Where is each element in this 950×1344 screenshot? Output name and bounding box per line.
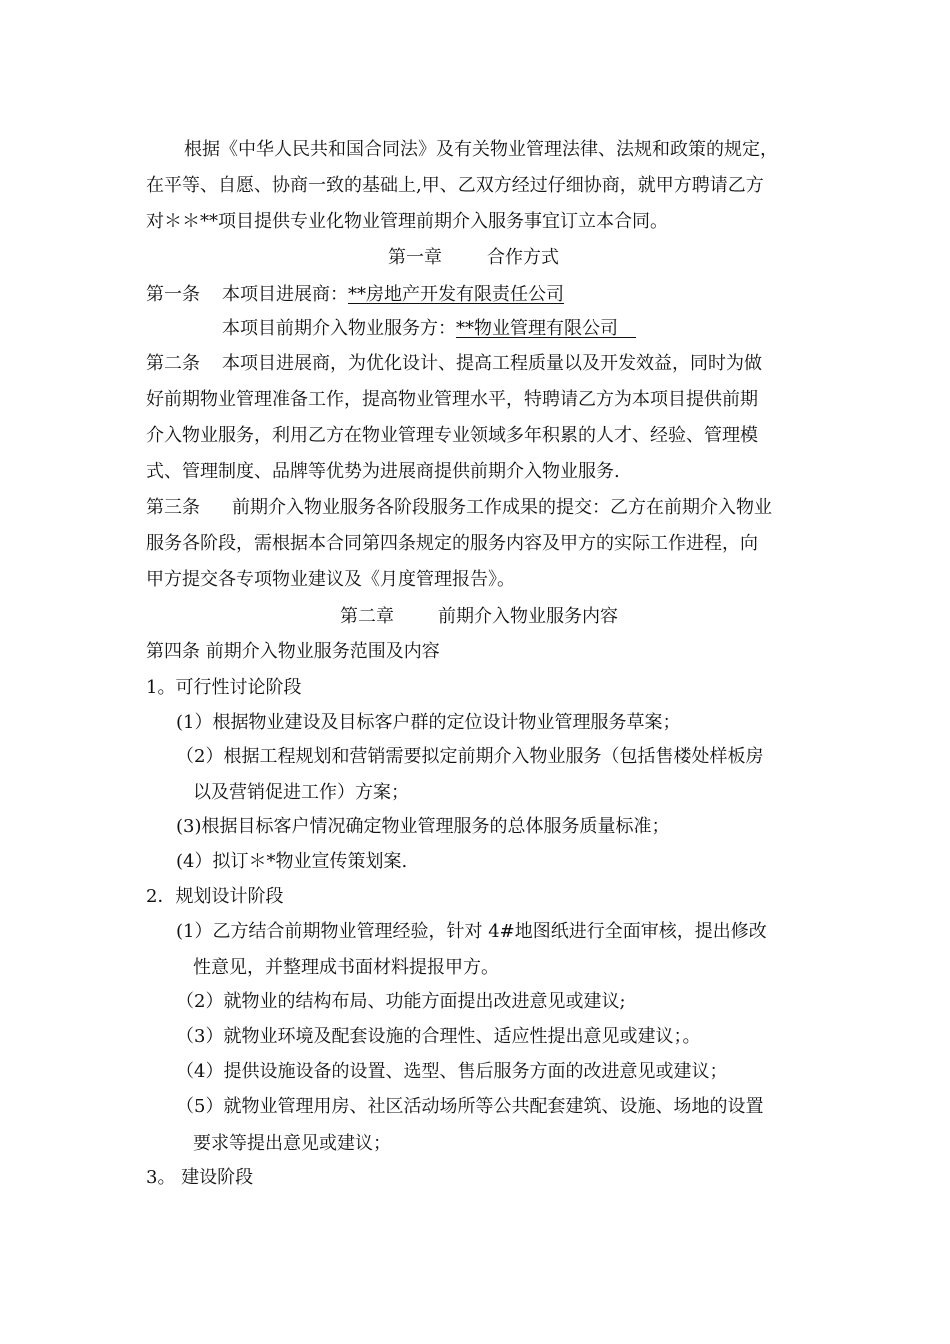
article-2-label: 第二条 bbox=[146, 353, 200, 374]
provider-name: **物业管理有限公司 bbox=[456, 318, 636, 339]
intro-line-3: 对＊＊**项目提供专业化物业管理前期介入服务事宜订立本合同。 bbox=[146, 211, 668, 232]
stage-2-item-1-line-2: 性意见，并整理成书面材料提报甲方。 bbox=[193, 957, 499, 978]
article-2-line-4: 式、管理制度、品牌等优势为进展商提供前期介入物业服务. bbox=[146, 461, 620, 482]
article-2-line-1: 本项目进展商，为优化设计、提高工程质量以及开发效益，同时为做 bbox=[222, 353, 762, 374]
developer-name: **房地产开发有限责任公司 bbox=[348, 284, 564, 305]
chapter-2-title: 前期介入物业服务内容 bbox=[438, 606, 618, 627]
stage-2-title: 2．规划设计阶段 bbox=[146, 886, 284, 907]
chapter-2-number: 第二章 bbox=[340, 606, 394, 627]
article-3-line-3: 甲方提交各专项物业建议及《月度管理报告》。 bbox=[146, 569, 515, 590]
developer-prefix: 本项目进展商： bbox=[222, 284, 348, 305]
stage-1-item-3: (3)根据目标客户情况确定物业管理服务的总体服务质量标准； bbox=[176, 816, 670, 837]
intro-line-2: 在平等、自愿、协商一致的基础上,甲、乙双方经过仔细协商，就甲方聘请乙方 bbox=[146, 175, 764, 196]
stage-2-item-1-line-1: (1）乙方结合前期物业管理经验，针对 4#地图纸进行全面审核，提出修改 bbox=[176, 921, 767, 942]
provider-prefix: 本项目前期介入物业服务方： bbox=[222, 318, 456, 339]
stage-2-item-5-line-1: （5）就物业管理用房、社区活动场所等公共配套建筑、设施、场地的设置 bbox=[176, 1096, 764, 1117]
stage-1-item-4: (4）拟订＊*物业宣传策划案. bbox=[176, 851, 408, 872]
article-1-label: 第一条 bbox=[146, 284, 200, 305]
stage-1-title: 1。可行性讨论阶段 bbox=[146, 677, 302, 698]
article-3-line-2: 服务各阶段，需根据本合同第四条规定的服务内容及甲方的实际工作进程，向 bbox=[146, 533, 758, 554]
stage-1-item-2-line-1: （2）根据工程规划和营销需要拟定前期介入物业服务（包括售楼处样板房 bbox=[176, 746, 764, 767]
stage-2-item-5-line-2: 要求等提出意见或建议； bbox=[193, 1133, 391, 1154]
stage-3-title: 3。 建设阶段 bbox=[146, 1167, 254, 1188]
chapter-1-title: 合作方式 bbox=[487, 247, 559, 268]
intro-line-1: 根据《中华人民共和国合同法》及有关物业管理法律、法规和政策的规定， bbox=[184, 139, 778, 160]
stage-2-item-3: （3）就物业环境及配套设施的合理性、适应性提出意见或建议；。 bbox=[176, 1026, 701, 1047]
stage-2-item-2: （2）就物业的结构布局、功能方面提出改进意见或建议; bbox=[176, 991, 626, 1012]
stage-1-item-2-line-2: 以及营销促进工作）方案； bbox=[193, 782, 409, 803]
stage-2-item-4: （4）提供设施设备的设置、选型、售后服务方面的改进意见或建议； bbox=[176, 1061, 728, 1082]
article-2-line-2: 好前期物业管理准备工作，提高物业管理水平，特聘请乙方为本项目提供前期 bbox=[146, 389, 758, 410]
article-2-line-3: 介入物业服务，利用乙方在物业管理专业领域多年积累的人才、经验、管理模 bbox=[146, 425, 758, 446]
stage-1-item-1: (1）根据物业建设及目标客户群的定位设计物业管理服务草案； bbox=[176, 712, 681, 733]
article-3-line-1: 前期介入物业服务各阶段服务工作成果的提交：乙方在前期介入物业 bbox=[232, 497, 772, 518]
article-4-title: 第四条 前期介入物业服务范围及内容 bbox=[146, 641, 440, 662]
article-1-developer-line bbox=[222, 283, 564, 307]
article-3-label: 第三条 bbox=[146, 497, 200, 518]
chapter-1-number: 第一章 bbox=[388, 247, 442, 268]
article-1-provider-line bbox=[222, 317, 636, 341]
